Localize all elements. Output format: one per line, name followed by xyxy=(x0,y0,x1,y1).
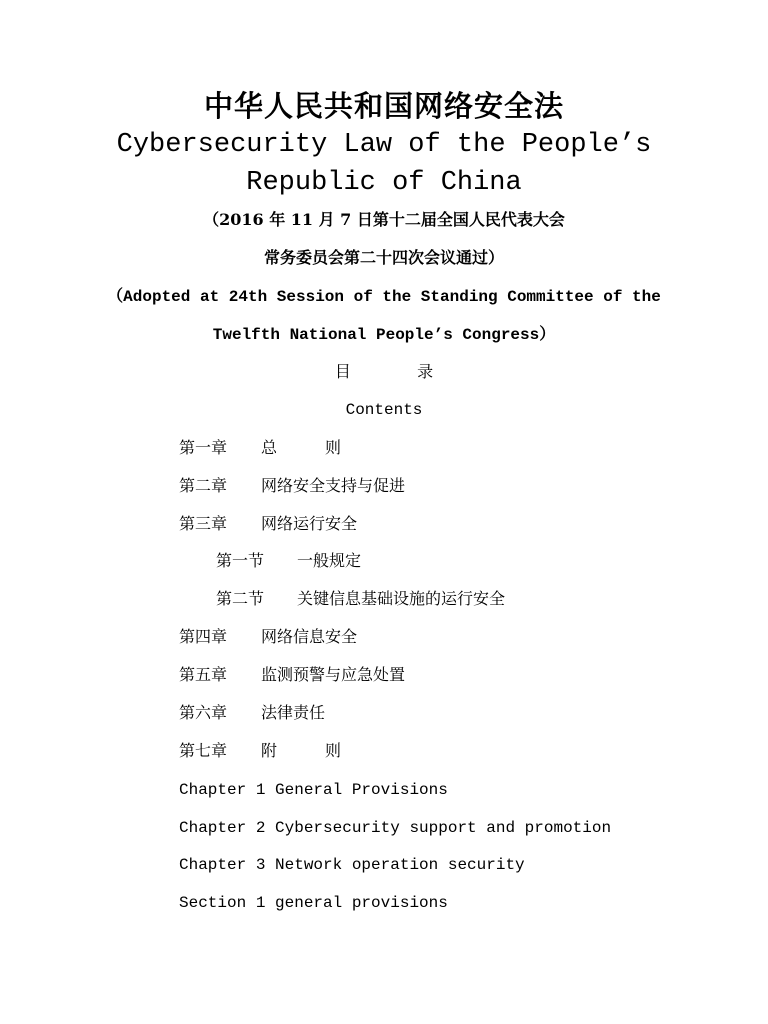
contents-heading-chinese-char-1: 目 xyxy=(334,362,351,381)
adoption-note-english-line-1: （Adopted at 24th Session of the Standing Committee of the xyxy=(107,288,661,306)
toc-english-entry[interactable]: Chapter 2 Cybersecurity support and promotion xyxy=(179,819,612,837)
adoption-note-chinese-line-1: （2016 年 11 月 7 日第十二届全国人民代表大会 xyxy=(203,210,565,229)
toc-entry[interactable] xyxy=(179,702,326,724)
document-title-english xyxy=(0,126,768,202)
toc-english-entry[interactable]: Section 1 general provisions xyxy=(179,894,448,912)
toc-entry-number: 第五章 xyxy=(179,665,228,684)
toc-entry-number: 第七章 xyxy=(179,741,228,760)
contents-heading-chinese-char-2: 录 xyxy=(417,362,434,381)
toc-entry-title: 网络信息安全 xyxy=(261,627,358,646)
toc-entry-title: 总 则 xyxy=(261,438,342,457)
toc-english-entry[interactable]: Chapter 3 Network operation security xyxy=(179,856,525,874)
toc-entry-number: 第一章 xyxy=(179,438,228,457)
toc-entry-title: 监测预警与应急处置 xyxy=(261,665,406,684)
toc-entry[interactable] xyxy=(179,664,406,686)
toc-entry-title: 网络运行安全 xyxy=(261,514,358,533)
toc-entry[interactable] xyxy=(179,475,406,497)
document-title-chinese: 中华人民共和国网络安全法 xyxy=(203,89,564,123)
toc-entry-number: 第三章 xyxy=(179,514,228,533)
toc-section-number: 第二节 xyxy=(216,589,265,608)
toc-entry-number: 第二章 xyxy=(179,476,228,495)
toc-entry[interactable] xyxy=(179,740,342,762)
toc-entry-number: 第四章 xyxy=(179,627,228,646)
toc-entry-title: 附 则 xyxy=(261,741,342,760)
toc-entry-title: 网络安全支持与促进 xyxy=(261,476,406,495)
contents-heading-chinese xyxy=(0,361,768,383)
document-title-english-line-1: Cybersecurity Law of the People’s xyxy=(116,130,652,160)
toc-section-title: 一般规定 xyxy=(297,551,362,570)
document-title-english-line-2: Republic of China xyxy=(246,168,522,198)
contents-heading-english: Contents xyxy=(345,401,423,419)
toc-entry-title: 法律责任 xyxy=(261,703,326,722)
toc-entry[interactable] xyxy=(179,626,358,648)
toc-entry[interactable] xyxy=(179,513,358,535)
toc-section-number: 第一节 xyxy=(216,551,265,570)
toc-english-entry[interactable]: Chapter 1 General Provisions xyxy=(179,781,448,799)
toc-section-title: 关键信息基础设施的运行安全 xyxy=(297,589,506,608)
toc-entry[interactable] xyxy=(179,437,342,459)
adoption-note-english-line-2: Twelfth National People’s Congress） xyxy=(212,326,556,344)
toc-entry-number: 第六章 xyxy=(179,703,228,722)
adoption-note-chinese-line-2: 常务委员会第二十四次会议通过） xyxy=(263,248,504,267)
toc-section-entry[interactable] xyxy=(216,588,506,610)
toc-section-entry[interactable] xyxy=(216,550,362,572)
